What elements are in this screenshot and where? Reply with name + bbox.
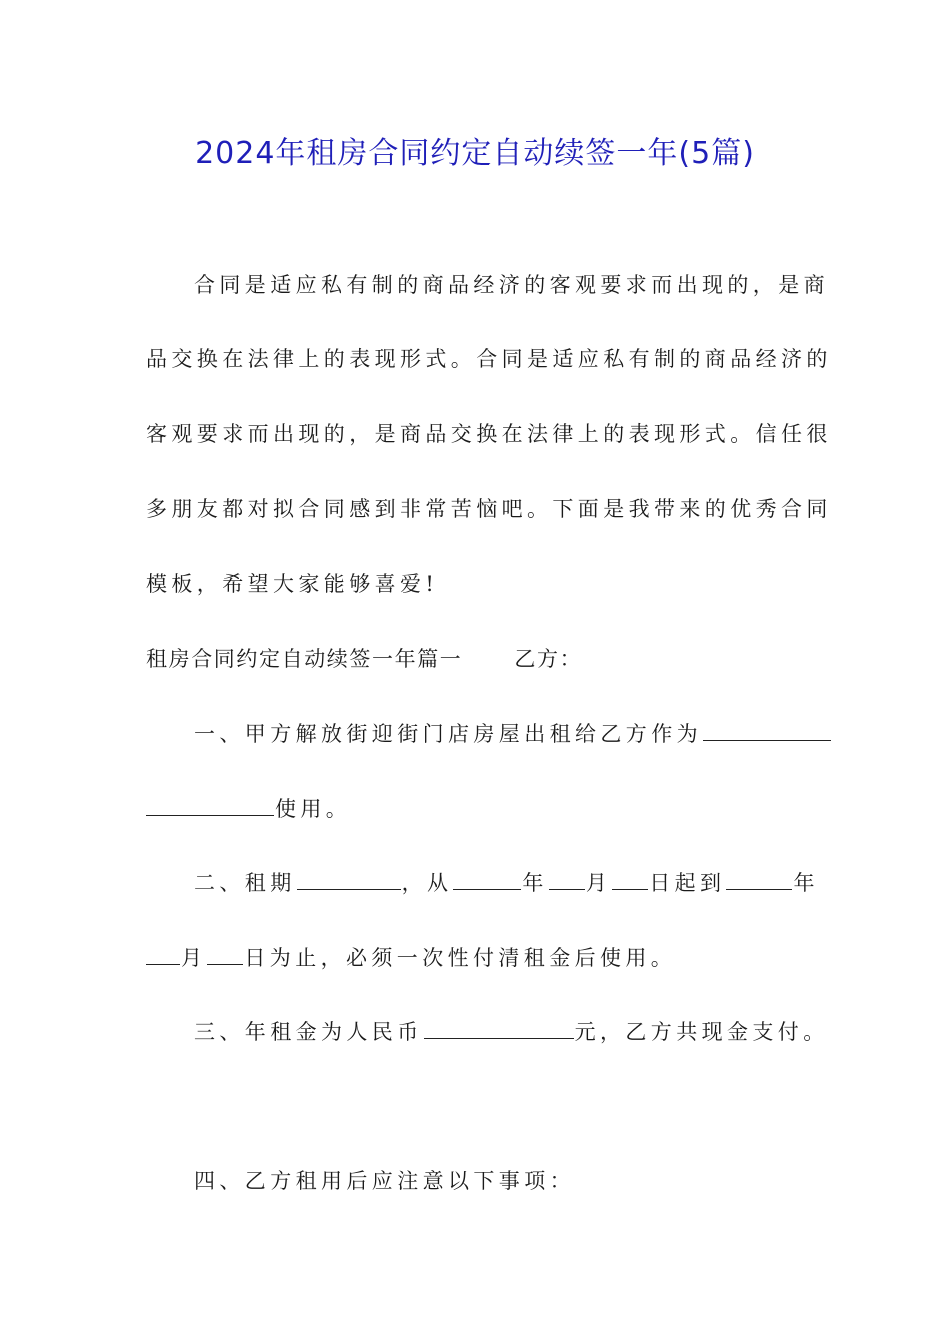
- fill-blank[interactable]: [453, 869, 521, 890]
- fill-blank[interactable]: [612, 869, 648, 890]
- clause-3-line: [194, 1017, 829, 1047]
- fill-blank[interactable]: [726, 869, 792, 890]
- intro-line-2: 品交换在法律上的表现形式。合同是适应私有制的商品经济的: [146, 347, 832, 371]
- clause-2-day-from: 日起到: [649, 871, 726, 895]
- clause-2-month-2: 月: [181, 946, 207, 970]
- clause-3-prefix: 三、年租金为人民币: [194, 1020, 423, 1044]
- clause-1-line-1: [194, 719, 832, 749]
- intro-line-5: 模板，希望大家能够喜爱!: [146, 572, 439, 596]
- fill-blank[interactable]: [146, 795, 274, 816]
- clause-2-prefix: 二、租期: [194, 871, 296, 895]
- clause-3-suffix: 元，乙方共现金支付。: [574, 1020, 829, 1044]
- fill-blank[interactable]: [549, 869, 585, 890]
- section-heading: 租房合同约定自动续签一年篇一: [146, 647, 463, 671]
- fill-blank[interactable]: [146, 944, 180, 965]
- clause-4-line: 四、乙方租用后应注意以下事项：: [194, 1169, 575, 1193]
- intro-line-1: 合同是适应私有制的商品经济的客观要求而出现的，是商: [194, 273, 829, 297]
- fill-blank[interactable]: [207, 944, 243, 965]
- clause-2-year-2: 年: [793, 871, 819, 895]
- clause-2-line-1: [194, 868, 819, 898]
- fill-blank[interactable]: [424, 1018, 574, 1039]
- document-title: 2024年租房合同约定自动续签一年(5篇): [195, 136, 755, 171]
- party-b-label: 乙方：: [514, 647, 583, 671]
- clause-2-from: ，从: [401, 871, 453, 895]
- clause-2-year: 年: [522, 871, 548, 895]
- clause-1-usage: 使用。: [275, 797, 352, 821]
- clause-2-day-until: 日为止，必须一次性付清租金后使用。: [244, 946, 677, 970]
- section-heading-row: [146, 644, 582, 674]
- clause-1-line-2: [146, 794, 351, 824]
- clause-2-line-2: [146, 943, 676, 973]
- clause-2-month: 月: [585, 871, 612, 895]
- fill-blank[interactable]: [703, 720, 831, 741]
- intro-line-4: 多朋友都对拟合同感到非常苦恼吧。下面是我带来的优秀合同: [146, 497, 832, 521]
- fill-blank[interactable]: [297, 869, 401, 890]
- intro-line-3: 客观要求而出现的，是商品交换在法律上的表现形式。信任很: [146, 422, 832, 446]
- clause-1-text: 一、甲方解放街迎街门店房屋出租给乙方作为: [194, 722, 702, 746]
